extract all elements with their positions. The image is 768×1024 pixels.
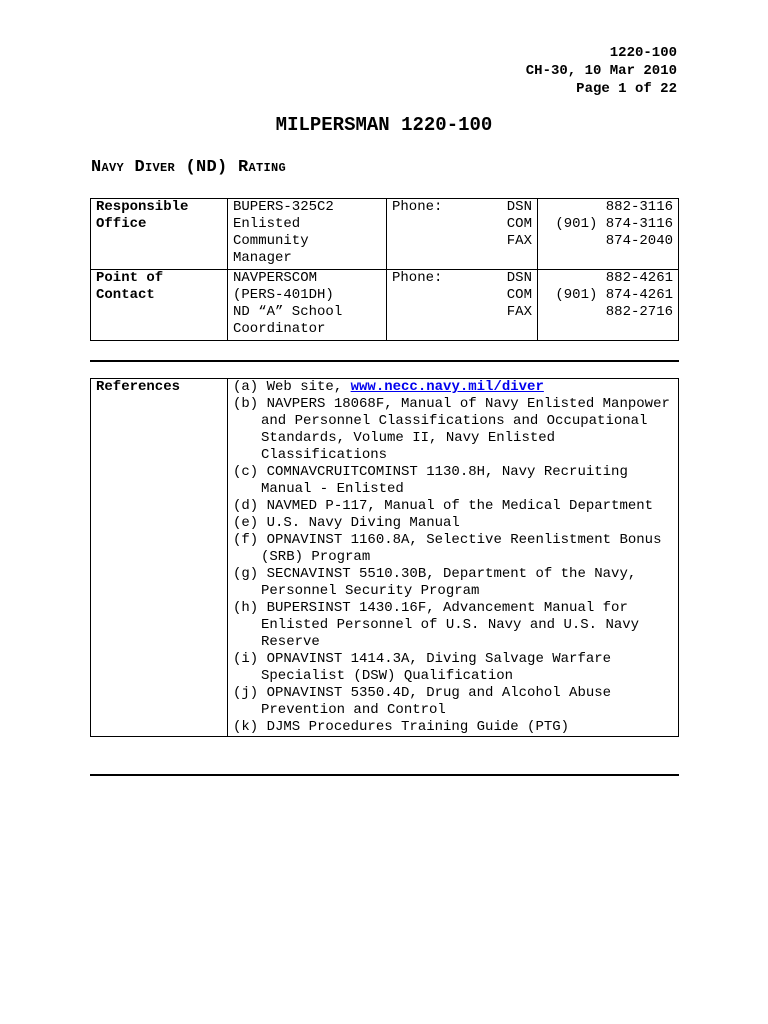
references-row [91, 379, 679, 737]
references-list [228, 379, 679, 737]
contact-row-point-of-contact [91, 270, 679, 341]
phone-type: DSN [506, 199, 532, 215]
change-date: CH-30, 10 Mar 2010 [525, 63, 677, 79]
contact-numbers [538, 199, 679, 270]
divider [90, 360, 679, 362]
phone-type: FAX [506, 233, 532, 249]
contact-phone [387, 270, 538, 341]
references-table [90, 378, 679, 737]
phone-number: 882-4261 [605, 270, 673, 286]
reference-item: (i) OPNAVINST 1414.3A, Diving Salvage Warfare Specialist (DSW) Qualification [233, 651, 612, 684]
phone-type: COM [506, 216, 532, 232]
phone-type: COM [506, 287, 532, 303]
reference-prefix: (a) Web site, [233, 379, 351, 395]
reference-item: (d) NAVMED P-117, Manual of the Medical Department [233, 498, 654, 514]
reference-item: (k) DJMS Procedures Training Guide (PTG) [233, 719, 570, 735]
phone-label: Phone: [392, 199, 443, 215]
office-line: Coordinator [233, 321, 326, 337]
office-line: BUPERS-325C2 [233, 199, 334, 215]
reference-item: (f) OPNAVINST 1160.8A, Selective Reenlistment Bonus (SRB) Program [233, 532, 662, 565]
page-header [526, 44, 677, 98]
office-line: Community [233, 233, 309, 249]
contact-office [228, 199, 387, 270]
doc-number: 1220-100 [609, 45, 677, 61]
phone-number: (901) 874-4261 [555, 287, 673, 303]
phone-number: 882-2716 [605, 304, 673, 320]
phone-label: Phone: [392, 270, 443, 286]
phone-number: 874-2040 [605, 233, 673, 249]
office-line: NAVPERSCOM [233, 270, 318, 286]
reference-item: (h) BUPERSINST 1430.16F, Advancement Manual for Enlisted Personnel of U.S. Navy and U.S. Navy Reserve [233, 600, 640, 650]
divider [90, 774, 679, 776]
phone-types [507, 270, 532, 321]
reference-item: (e) U.S. Navy Diving Manual [233, 515, 460, 531]
reference-item [233, 379, 673, 396]
reference-item: (j) OPNAVINST 5350.4D, Drug and Alcohol Abuse Prevention and Control [233, 685, 612, 718]
page-number: Page 1 of 22 [576, 81, 677, 97]
page-title: MILPERSMAN 1220-100 [275, 114, 493, 136]
contact-phone [387, 199, 538, 270]
phone-number: (901) 874-3116 [555, 216, 673, 232]
reference-item: (c) COMNAVCRUITCOMINST 1130.8H, Navy Recruiting Manual - Enlisted [233, 464, 628, 497]
contact-label: Responsible Office [91, 199, 228, 270]
office-line: Enlisted [233, 216, 301, 232]
contact-row-responsible-office [91, 199, 679, 270]
website-link[interactable]: www.necc.navy.mil/diver [350, 379, 544, 395]
contact-table [90, 198, 679, 341]
contact-office [228, 270, 387, 341]
page-subtitle: Navy Diver (ND) Rating [91, 158, 287, 177]
phone-type: FAX [506, 304, 532, 320]
office-line: Manager [233, 250, 292, 266]
contact-numbers [538, 270, 679, 341]
references-label: References [91, 379, 228, 737]
office-line: ND “A” School [233, 304, 343, 320]
office-line: (PERS-401DH) [233, 287, 334, 303]
reference-item: (g) SECNAVINST 5510.30B, Department of the Navy, Personnel Security Program [233, 566, 637, 599]
phone-type: DSN [506, 270, 532, 286]
contact-label: Point of Contact [91, 270, 228, 341]
reference-item: (b) NAVPERS 18068F, Manual of Navy Enlisted Manpower and Personnel Classifications and Occupational Standards, Volume II, Navy Enlisted Classifications [233, 396, 670, 463]
phone-types [507, 199, 532, 250]
phone-number: 882-3116 [605, 199, 673, 215]
